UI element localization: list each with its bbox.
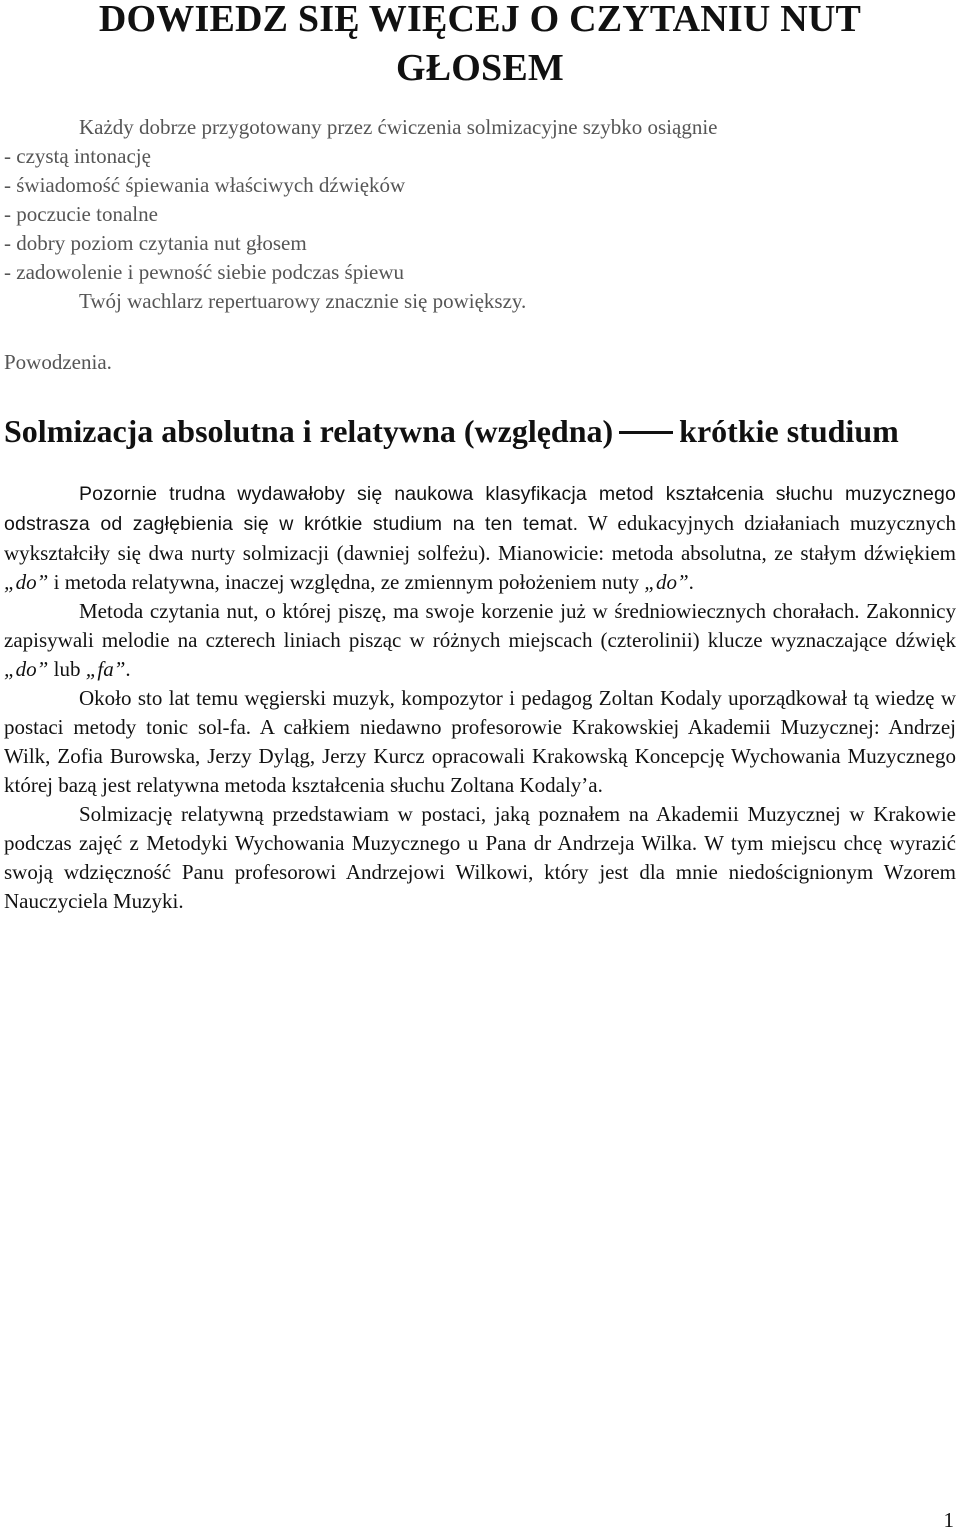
benefit-item: - czystą intonację bbox=[4, 144, 151, 168]
page-title-line-2: GŁOSEM bbox=[395, 47, 564, 89]
heading-dash bbox=[619, 431, 673, 434]
note-do-quote: „do” bbox=[4, 570, 49, 594]
section-heading-main: Solmizacja absolutna i relatywna (względna) bbox=[4, 413, 614, 449]
paragraph-2 bbox=[4, 597, 956, 684]
note-do-quote: „do” bbox=[644, 570, 689, 594]
paragraph-2-text-b: lub bbox=[48, 657, 86, 681]
benefit-item: - świadomość śpiewania właściwych dźwięków bbox=[4, 173, 406, 197]
note-fa-quote: „fa” bbox=[85, 657, 126, 681]
intro-block bbox=[4, 113, 956, 316]
benefit-item: - zadowolenie i pewność siebie podczas śpiewu bbox=[4, 260, 405, 284]
page-number: 1 bbox=[943, 1508, 954, 1532]
paragraph-1-intro: Pozornie trudna wydawałoby się naukowa klasyfikacja metod kształcenia słuchu muzycznego odstrasza od zagłębienia się w krótkie studium na ten temat. bbox=[4, 483, 956, 535]
benefit-item: - poczucie tonalne bbox=[4, 202, 158, 226]
paragraph-2-end: . bbox=[125, 657, 131, 681]
page-title-line-1: DOWIEDZ SIĘ WIĘCEJ O CZYTANIU NUT bbox=[98, 0, 862, 40]
section-heading-sub: krótkie studium bbox=[679, 413, 899, 449]
paragraph-2-text: Metoda czytania nut, o której piszę, ma swoje korzenie już w średniowiecznych chorałach. Zakonnicy zapisywali melodie na czterech liniach pisząc w różnych miejscach (czterolinii) klucze wyznaczające dźwięk bbox=[4, 599, 956, 652]
closing-text: Powodzenia. bbox=[4, 350, 112, 374]
benefit-item: - dobry poziom czytania nut głosem bbox=[4, 231, 307, 255]
document-page bbox=[4, 0, 956, 916]
paragraph-1-end: . bbox=[688, 570, 694, 594]
intro-outro: Twój wachlarz repertuarowy znacznie się powiększy. bbox=[79, 289, 527, 313]
paragraph-3: Około sto lat temu węgierski muzyk, kompozytor i pedagog Zoltan Kodaly uporządkował tą wiedzę w postaci metody tonic sol-fa. A całkiem niedawno profesorowie Krakowskiej Akademii Muzycznej: Andrzej Wilk, Zofia Burowska, Jerzy Dyląg, Jerzy Kurcz opracowali Krakowską Koncepcję Wychowania Muzycznego której bazą jest relatywna metoda kształcenia słuchu Zoltana Kodaly’a. bbox=[4, 686, 956, 797]
paragraph-4: Solmizację relatywną przedstawiam w postaci, jaką poznałem na Akademii Muzycznej w Krakowie podczas zajęć z Metodyki Wychowania Muzycznego u Pana dr Andrzeja Wilka. W tym miejscu chcę wyrazić swoją wdzięczność Panu profesorowi Andrzejowi Wilkowi, który jest dla mnie niedoścignionym Wzorem Nauczyciela Muzyki. bbox=[4, 802, 956, 913]
paragraph-1-text-b: i metoda relatywna, inaczej względna, ze zmiennym położeniem nuty bbox=[48, 570, 645, 594]
page-title bbox=[4, 0, 956, 90]
note-do-quote: „do” bbox=[4, 657, 49, 681]
paragraph-1 bbox=[4, 479, 956, 597]
intro-lead: Każdy dobrze przygotowany przez ćwiczenia solmizacyjne szybko osiągnie bbox=[79, 115, 718, 139]
section-heading bbox=[4, 411, 956, 451]
article-body bbox=[4, 479, 956, 916]
paragraph-1-text: W edukacyjnych działaniach muzycznych wykształciły się dwa nurty solmizacji (dawniej solfeżu). Mianowicie: metoda absolutna, ze stałym dźwiękiem bbox=[4, 511, 957, 565]
